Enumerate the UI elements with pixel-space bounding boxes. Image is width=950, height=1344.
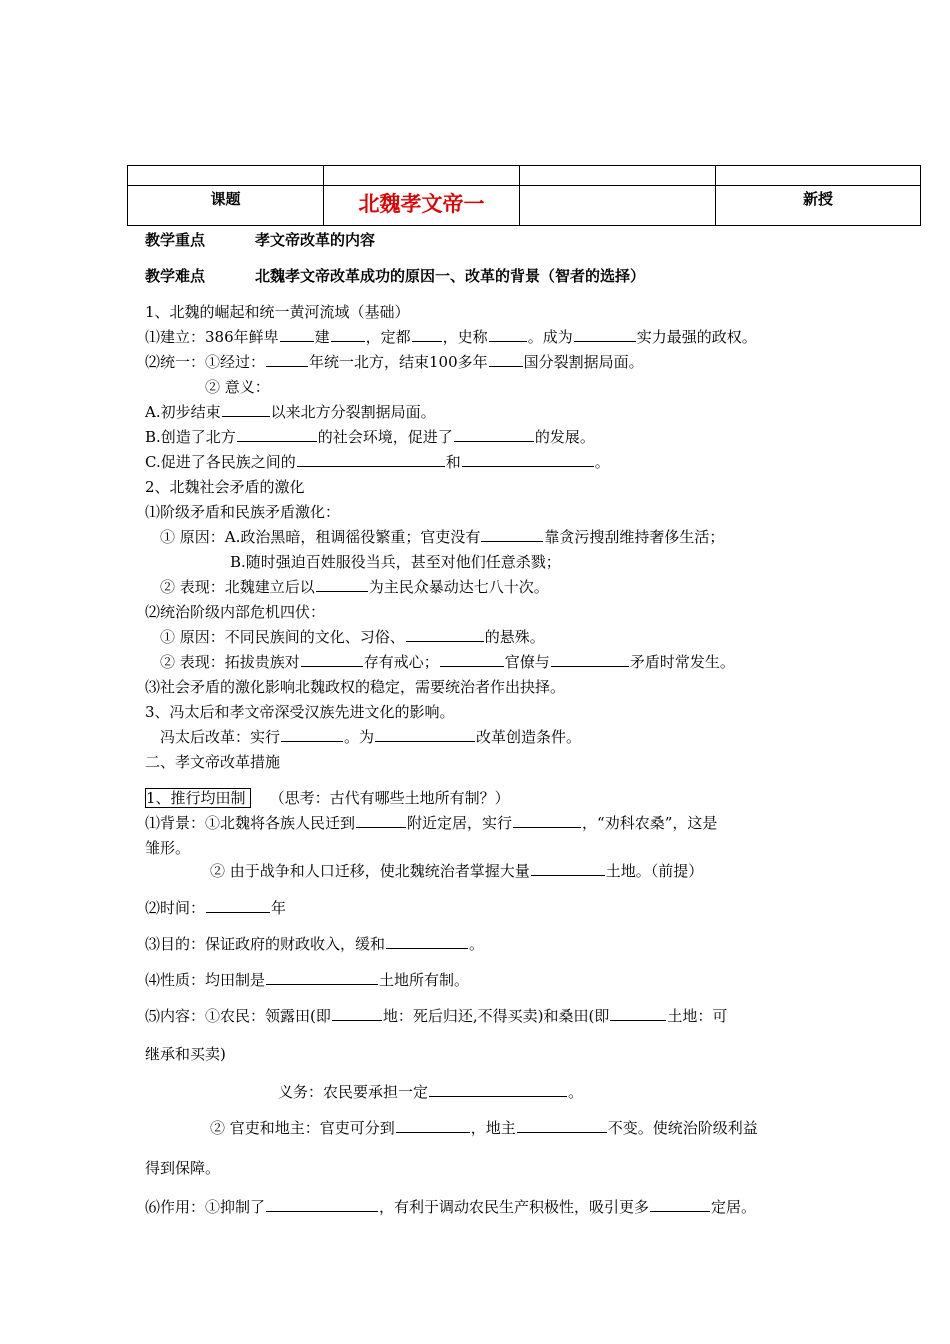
text-line: ① 原因：不同民族间的文化、习俗、 的悬殊。 xyxy=(160,628,545,646)
text-line: ⑵时间： 年 xyxy=(145,899,287,917)
text-line: ⑸内容：①农民：领露田(即 地：死后归还,不得买卖)和桑田(即 土地：可 xyxy=(145,1007,728,1025)
text-line: ⑷性质：均田制是 土地所有制。 xyxy=(145,971,470,989)
text-line: ② 表现：拓拔贵族对 存有戒心； 官僚与 矛盾时常发生。 xyxy=(160,653,735,671)
text-line: ⑵统一：①经过： 年统一北方，结束100多年 国分裂割据局面。 xyxy=(145,353,644,371)
text-line: ⑴建立：386年鲜卑 建 ，定都 ，史称 。成为 实力最强的政权。 xyxy=(145,328,757,346)
section-3-title: 3、冯太后和孝文帝深受汉族先进文化的影响。 xyxy=(145,703,455,721)
text-line: ② 官吏和地主：官吏可分到 ，地主 不变。使统治阶级利益 xyxy=(210,1119,758,1137)
text-line: A.初步结束 以来北方分裂割据局面。 xyxy=(145,403,436,421)
text-line: 得到保障。 xyxy=(145,1159,221,1177)
section-2-title: 2、北魏社会矛盾的激化 xyxy=(145,478,305,496)
lesson-title: 北魏孝文帝一 xyxy=(358,192,485,216)
text-line: 继承和买卖) xyxy=(145,1045,226,1063)
lesson-type: 新授 xyxy=(802,190,833,208)
text-line: ② 意义： xyxy=(205,378,270,396)
teaching-key-point: 教学重点 孝文帝改革的内容 xyxy=(145,231,376,249)
text-line: ① 原因：A.政治黑暗，租调徭役繁重；官吏没有 靠贪污搜刮维持奢侈生活； xyxy=(160,528,725,546)
text-line: 1、推行均田制 （思考：古代有哪些土地所有制？） xyxy=(146,789,510,807)
lesson-label-cell xyxy=(128,186,324,226)
text-line: B.创造了北方 的社会环境，促进了 的发展。 xyxy=(145,428,595,446)
text-line: ⑴阶级矛盾和民族矛盾激化： xyxy=(145,503,341,521)
lesson-header-table xyxy=(127,165,921,226)
empty-cell xyxy=(520,186,716,226)
text-line: ⑶社会矛盾的激化影响北魏政权的稳定，需要统治者作出抉择。 xyxy=(145,678,566,696)
boxed-heading: 1、推行均田制 xyxy=(145,788,251,808)
text-line: ⑴背景：①北魏将各族人民迁到 附近定居，实行 ，“劝科农桑”，这是 xyxy=(145,814,718,832)
section-1-title: 1、北魏的崛起和统一黄河流域（基础） xyxy=(145,303,410,321)
text-line: ⑶目的：保证政府的财政收入，缓和 。 xyxy=(145,935,485,953)
section-4-title: 二、孝文帝改革措施 xyxy=(145,753,281,771)
text-line: C.促进了各民族之间的 和 。 xyxy=(145,453,610,471)
lesson-title-cell xyxy=(324,186,520,226)
lesson-type-cell xyxy=(716,186,921,226)
text-line: 冯太后改革：实行 。为 改革创造条件。 xyxy=(160,728,582,746)
lesson-label: 课题 xyxy=(210,190,241,208)
text-line: ② 表现：北魏建立后以 为主民众暴动达七八十次。 xyxy=(160,578,549,596)
text-line: 义务：农民要承担一定 。 xyxy=(278,1083,584,1101)
text-line: ② 由于战争和人口迁移，使北魏统治者掌握大量 土地。（前提） xyxy=(210,862,704,880)
text-line: B.随时强迫百姓服役当兵，甚至对他们任意杀戮； xyxy=(230,553,561,571)
teaching-difficulty: 教学难点 北魏孝文帝改革成功的原因一、改革的背景（智者的选择） xyxy=(145,267,646,285)
text-line: ⑵统治阶级内部危机四伏： xyxy=(145,603,326,621)
text-line: ⑹作用：①抑制了 ，有利于调动农民生产积极性，吸引更多 定居。 xyxy=(145,1198,757,1216)
text-line: 雏形。 xyxy=(145,839,191,857)
